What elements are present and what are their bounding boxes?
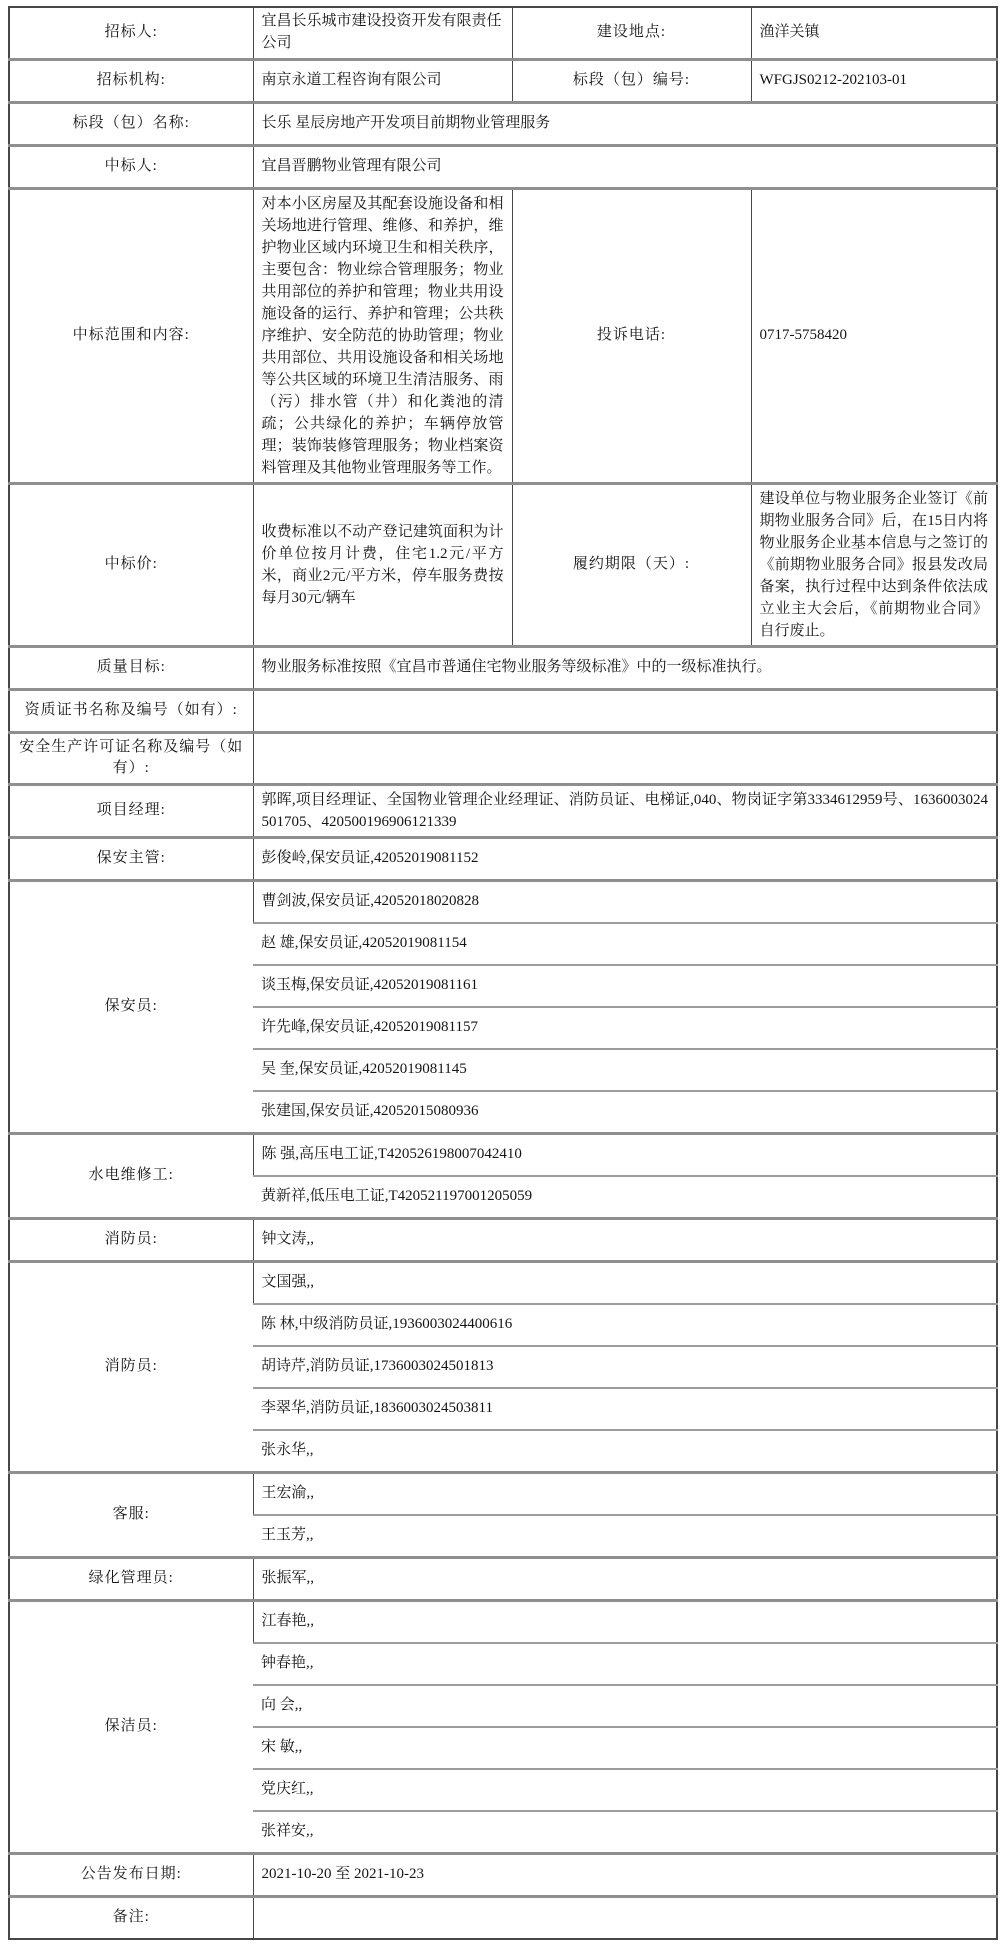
field-label: 标段（包）编号: [512, 59, 751, 102]
field-label: 消防员: [9, 1219, 253, 1262]
table-row [9, 838, 997, 881]
table-row [9, 646, 997, 689]
field-value: 谈玉梅,保安员证,42052019081161 [253, 965, 997, 1007]
field-value: 许先峰,保安员证,42052019081157 [253, 1007, 997, 1049]
field-label: 绿化管理员: [9, 1558, 253, 1601]
table-row [9, 1134, 997, 1177]
field-value: 钟春艳,, [253, 1643, 997, 1685]
bid-result-table [8, 6, 998, 1940]
field-label: 中标范围和内容: [9, 188, 253, 483]
field-value: 曹剑波,保安员证,42052018020828 [253, 881, 997, 924]
table-row [9, 59, 997, 102]
field-value: WFGJS0212-202103-01 [751, 59, 997, 102]
table-row [9, 1558, 997, 1601]
field-value: 宜昌长乐城市建设投资开发有限责任公司 [253, 7, 512, 59]
field-label: 履约期限（天）: [512, 483, 751, 646]
field-label: 安全生产许可证名称及编号（如有）: [9, 732, 253, 785]
field-value: 王宏渝,, [253, 1473, 997, 1516]
field-value: 胡诗芹,消防员证,1736003024501813 [253, 1346, 997, 1388]
table-row [9, 881, 997, 924]
field-label: 中标价: [9, 483, 253, 646]
field-value: 李翠华,消防员证,1836003024503811 [253, 1388, 997, 1430]
field-value: 钟文涛,, [253, 1219, 997, 1262]
table-row [9, 1473, 997, 1516]
field-label: 保洁员: [9, 1601, 253, 1854]
table-row [9, 689, 997, 732]
field-label: 项目经理: [9, 785, 253, 838]
field-value: 张祥安,, [253, 1811, 997, 1854]
table-row [9, 7, 997, 59]
field-label: 备注: [9, 1897, 253, 1940]
field-value: 陈 强,高压电工证,T420526198007042410 [253, 1134, 997, 1177]
field-value: 赵 雄,保安员证,42052019081154 [253, 923, 997, 965]
table-row [9, 483, 997, 646]
field-value: 黄新祥,低压电工证,T420521197001205059 [253, 1176, 997, 1219]
field-label: 中标人: [9, 145, 253, 188]
field-value: 王玉芳,, [253, 1515, 997, 1558]
field-value: 渔洋关镇 [751, 7, 997, 59]
field-label: 保安员: [9, 881, 253, 1134]
table-row [9, 1262, 997, 1305]
field-value: 文国强,, [253, 1262, 997, 1305]
field-label: 标段（包）名称: [9, 102, 253, 145]
field-label: 消防员: [9, 1262, 253, 1473]
table-row [9, 102, 997, 145]
field-label: 质量目标: [9, 646, 253, 689]
field-value: 0717-5758420 [751, 188, 997, 483]
field-label: 招标机构: [9, 59, 253, 102]
field-value: 收费标准以不动产登记建筑面积为计价单位按月计费，住宅1.2元/平方米，商业2元/平方米，停车服务费按每月30元/辆车 [253, 483, 512, 646]
field-value: 2021-10-20 至 2021-10-23 [253, 1854, 997, 1897]
field-label: 投诉电话: [512, 188, 751, 483]
table-row [9, 1854, 997, 1897]
field-label: 建设地点: [512, 7, 751, 59]
field-value [253, 689, 997, 732]
field-value: 物业服务标准按照《宜昌市普通住宅物业服务等级标准》中的一级标准执行。 [253, 646, 997, 689]
table-row [9, 1897, 997, 1940]
field-value: 陈 林,中级消防员证,1936003024400616 [253, 1304, 997, 1346]
field-value: 吴 奎,保安员证,42052019081145 [253, 1049, 997, 1091]
field-value: 建设单位与物业服务企业签订《前期物业服务合同》后，在15日内将物业服务企业基本信息与之签订的《前期物业服务合同》报县发改局备案，执行过程中达到条件依法成立业主大会后，《前期物业合同》自行废止。 [751, 483, 997, 646]
field-label: 公告发布日期: [9, 1854, 253, 1897]
field-label: 客服: [9, 1473, 253, 1558]
field-value: 党庆红,, [253, 1769, 997, 1811]
table-row [9, 1601, 997, 1644]
field-label: 水电维修工: [9, 1134, 253, 1219]
field-value [253, 732, 997, 785]
field-value: 对本小区房屋及其配套设施设备和相关场地进行管理、维修、和养护，维护物业区域内环境卫生和相关秩序，主要包含：物业综合管理服务；物业共用部位的养护和管理；物业共用设施设备的运行、养护和管理；公共秩序维护、安全防范的协助管理；物业共用部位、共用设施设备和相关场地等公共区域的环境卫生清洁服务、雨（污）排水管（井）和化粪池的清疏；公共绿化的养护；车辆停放管理；装饰装修管理服务；物业档案资料管理及其他物业管理服务等工作。 [253, 188, 512, 483]
bid-result-table-body [9, 7, 997, 1939]
table-row [9, 1219, 997, 1262]
field-value: 江春艳,, [253, 1601, 997, 1644]
field-label: 资质证书名称及编号（如有）: [9, 689, 253, 732]
field-value [253, 1897, 997, 1940]
table-row [9, 188, 997, 483]
field-value: 张建国,保安员证,42052015080936 [253, 1091, 997, 1134]
field-value: 郭晖,项目经理证、全国物业管理企业经理证、消防员证、电梯证,040、物岗证字第3334612959号、1636003024501705、420500196906121339 [253, 785, 997, 838]
field-value: 宋 敏,, [253, 1727, 997, 1769]
field-value: 宜昌晋鹏物业管理有限公司 [253, 145, 997, 188]
table-row [9, 785, 997, 838]
table-row [9, 145, 997, 188]
field-value: 张振军,, [253, 1558, 997, 1601]
field-value: 向 会,, [253, 1685, 997, 1727]
field-label: 招标人: [104, 23, 158, 40]
field-value: 彭俊岭,保安员证,42052019081152 [253, 838, 997, 881]
field-label: 保安主管: [9, 838, 253, 881]
table-row [9, 732, 997, 785]
field-value: 南京永道工程咨询有限公司 [253, 59, 512, 102]
field-value: 张永华,, [253, 1430, 997, 1473]
field-value: 长乐 星辰房地产开发项目前期物业管理服务 [253, 102, 997, 145]
